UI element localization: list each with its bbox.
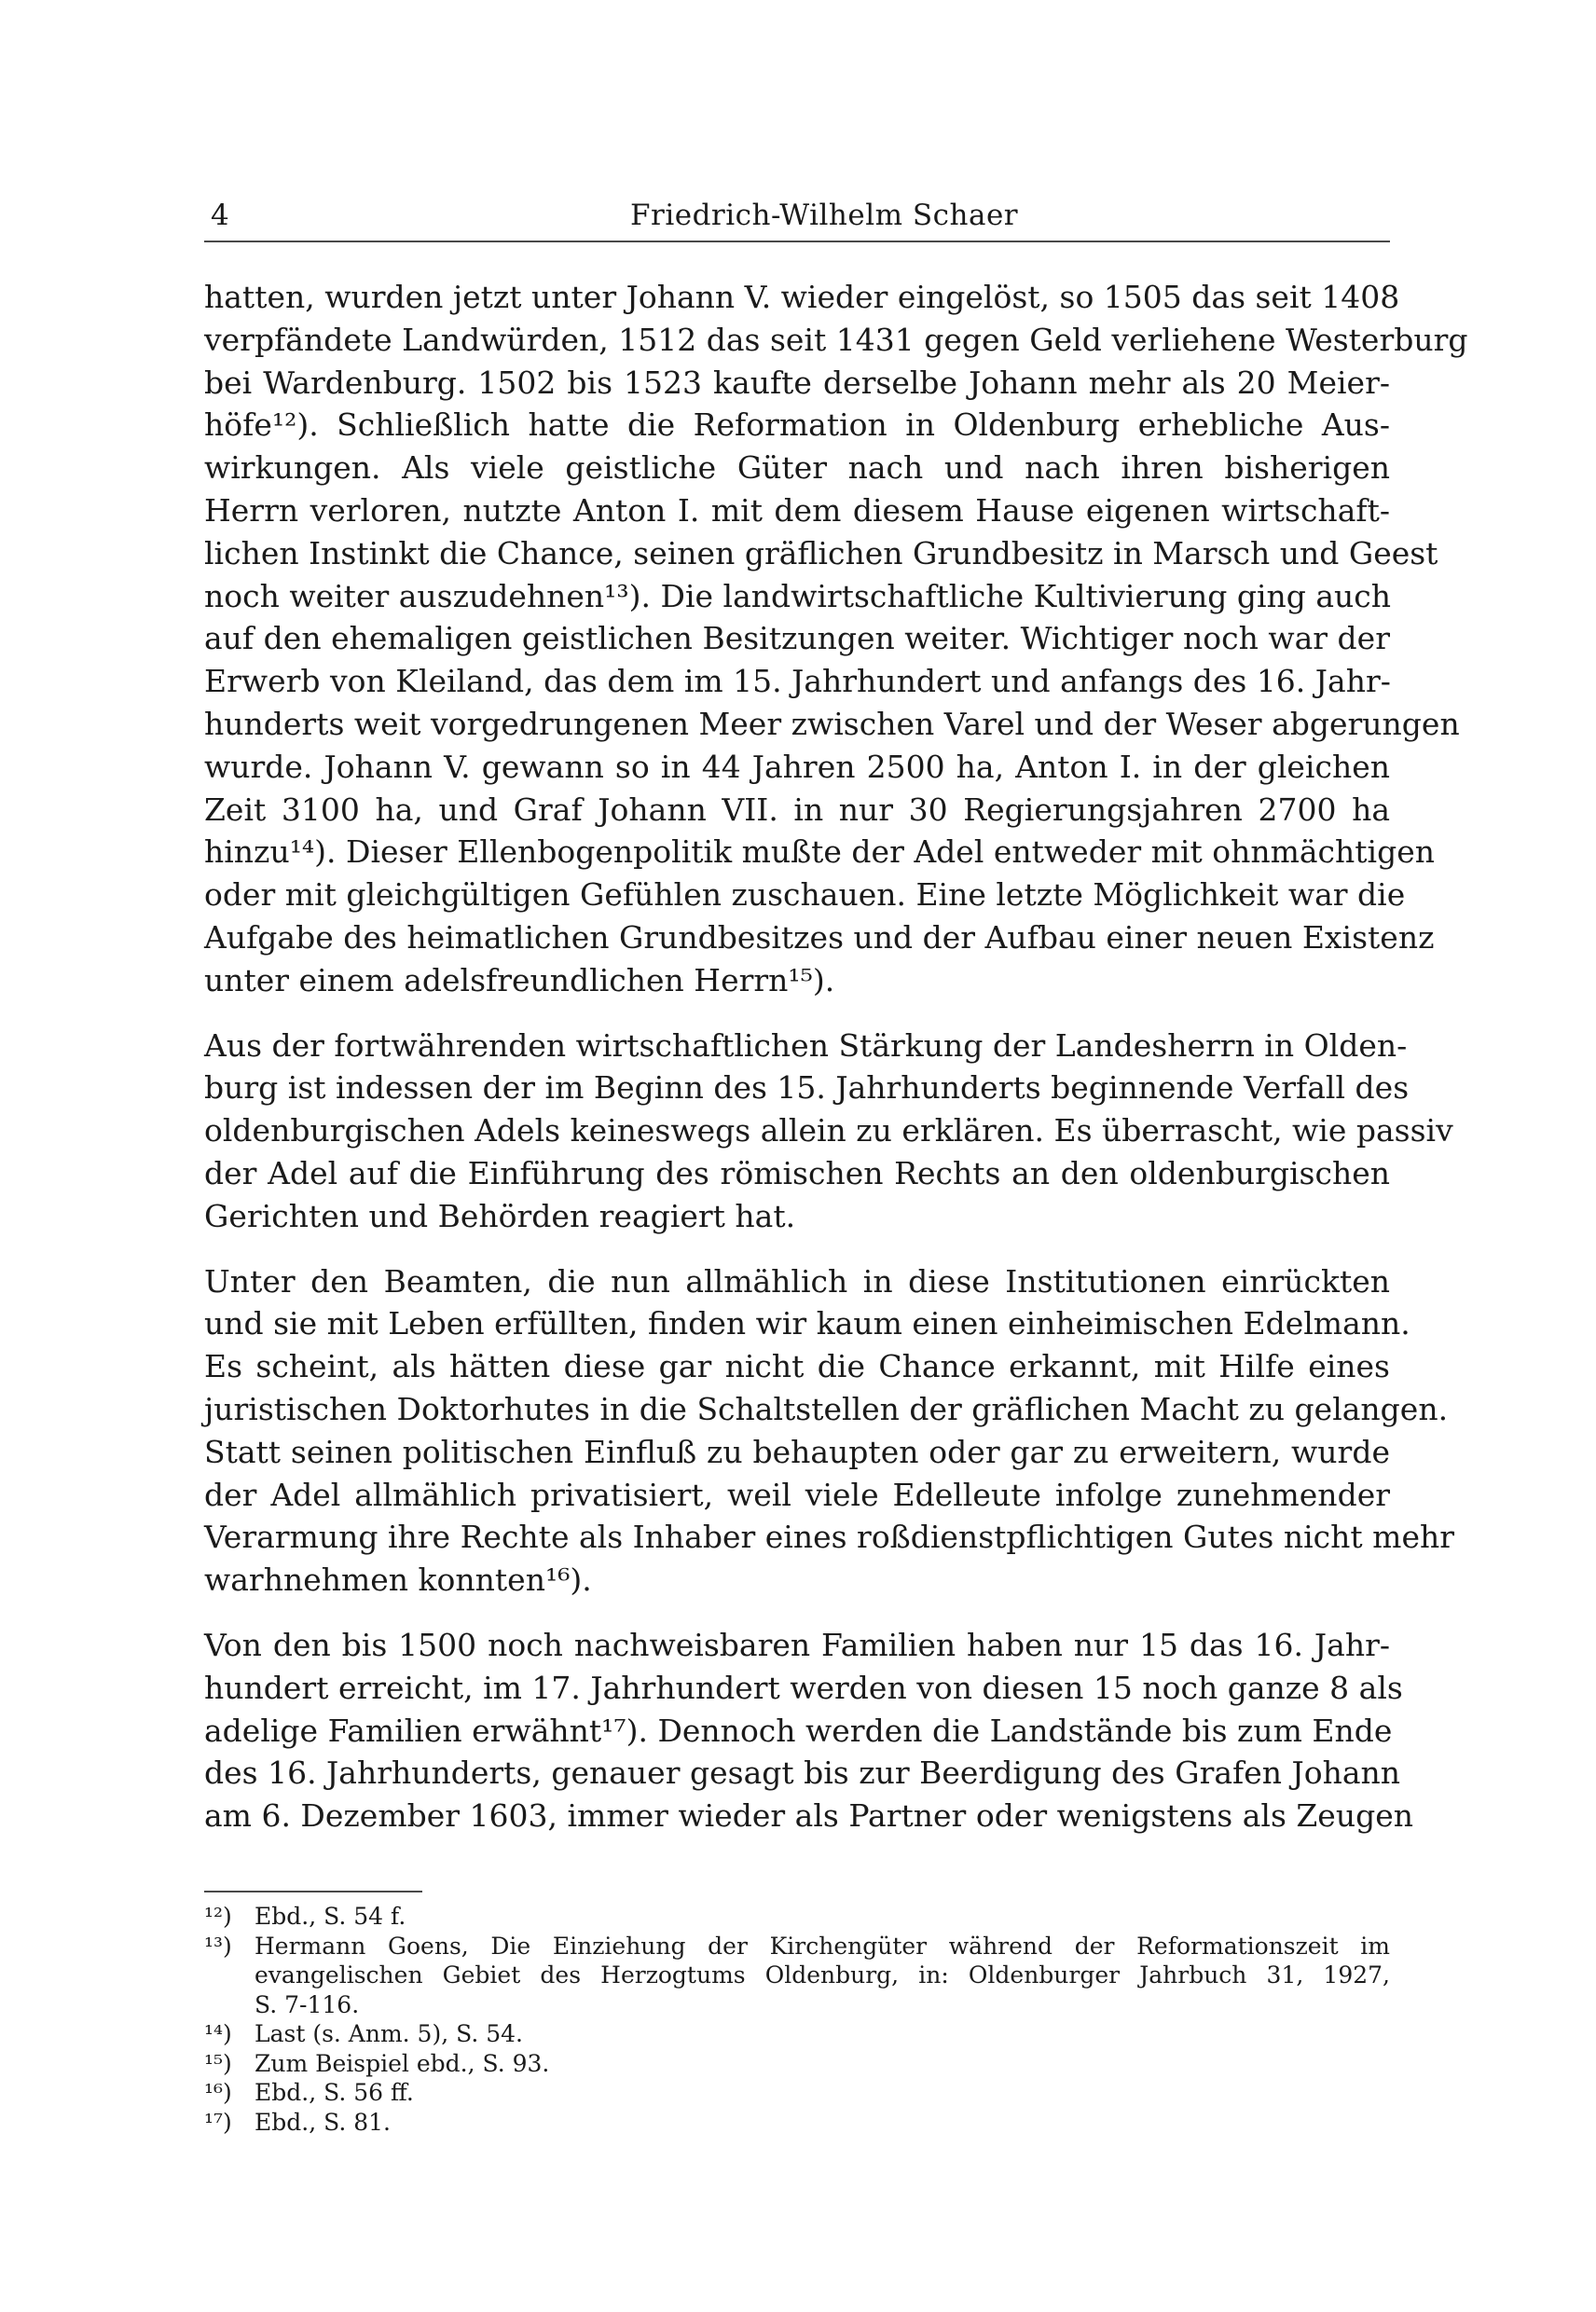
footnote-line: Ebd., S. 56 ff. — [255, 2079, 414, 2106]
text-line: Aufgabe des heimatlichen Grundbesitzes und der Aufbau einer neuen Existenz — [204, 918, 1435, 956]
text-line: höfe¹²). Schließlich hatte die Reformation in Oldenburg erhebliche Aus- — [204, 406, 1390, 444]
text-line: der Adel auf die Einführung des römischen Rechts an den oldenburgischen — [204, 1154, 1390, 1191]
text-line: wirkungen. Als viele geistliche Güter nach und nach ihren bisherigen — [204, 449, 1390, 487]
text-line: Zeit 3100 ha, und Graf Johann VII. in nur 30 Regierungsjahren 2700 ha — [204, 791, 1390, 828]
text-line: Statt seinen politischen Einfluß zu behaupten oder gar zu erweitern, wurde — [204, 1433, 1390, 1470]
text-line: auf den ehemaligen geistlichen Besitzungen weiter. Wichtiger noch war der — [204, 620, 1390, 657]
text-line: Es scheint, als hätten diese gar nicht die Chance erkannt, mit Hilfe eines — [204, 1348, 1390, 1385]
text-line: juristischen Doktorhutes in die Schaltstellen der gräflichen Macht zu gelangen. — [204, 1390, 1449, 1427]
footnote — [204, 1932, 1390, 2020]
text-line: Von den bis 1500 noch nachweisbaren Familien haben nur 15 das 16. Jahr- — [204, 1626, 1390, 1663]
text-line: Verarmung ihre Rechte als Inhaber eines roßdienstpflichtigen Gutes nicht mehr — [204, 1519, 1454, 1556]
text-line: burg ist indessen der im Beginn des 15. Jahrhunderts beginnende Verfall des — [204, 1069, 1410, 1107]
footnote — [204, 2049, 1390, 2079]
text-line: hundert erreicht, im 17. Jahrhundert werden von diesen 15 noch ganze 8 als — [204, 1669, 1403, 1706]
text-line: hinzu¹⁴). Dieser Ellenbogenpolitik mußte der Adel entweder mit ohnmächtigen — [204, 833, 1436, 871]
footnote — [204, 2078, 1390, 2108]
footnote-number: ¹⁷) — [204, 2108, 232, 2136]
text-line: adelige Familien erwähnt¹⁷). Dennoch werden die Landstände bis zum Ende — [204, 1712, 1393, 1749]
paragraph — [204, 1025, 1453, 1238]
footnote-separator — [204, 1891, 422, 1892]
text-line: hunderts weit vorgedrungenen Meer zwischen Varel und der Weser abgerungen — [204, 705, 1460, 742]
body-text — [204, 276, 1468, 1837]
text-line: Unter den Beamten, die nun allmählich in diese Institutionen einrückten — [204, 1262, 1390, 1300]
footnote-number: ¹⁵) — [204, 2049, 232, 2077]
text-line: und sie mit Leben erfüllten, finden wir kaum einen einheimischen Edelmann. — [204, 1305, 1410, 1342]
text-line: am 6. Dezember 1603, immer wieder als Partner oder wenigstens als Zeugen — [204, 1797, 1413, 1835]
text-line: noch weiter auszudehnen¹³). Die landwirtschaftliche Kultivierung ging auch — [204, 577, 1392, 614]
text-line: wurde. Johann V. gewann so in 44 Jahren 2500 ha, Anton I. in der gleichen — [204, 748, 1390, 785]
footnote-line: S. 7-116. — [255, 1990, 360, 2018]
text-line: des 16. Jahrhunderts, genauer gesagt bis zur Beerdigung des Grafen Johann — [204, 1755, 1401, 1792]
header-rule — [204, 241, 1390, 242]
text-line: verpfändete Landwürden, 1512 das seit 1431 gegen Geld verliehene Westerburg — [204, 321, 1468, 358]
text-line: bei Wardenburg. 1502 bis 1523 kaufte derselbe Johann mehr als 20 Meier- — [204, 364, 1390, 401]
footnotes — [204, 1902, 1390, 2137]
footnote — [204, 2019, 1390, 2049]
paragraph-gap — [204, 1602, 1390, 1624]
footnote-line: Hermann Goens, Die Einziehung der Kirchengüter während der Reformationszeit im — [255, 1932, 1390, 1960]
text-line: Herrn verloren, nutzte Anton I. mit dem diesem Hause eigenen wirtschaft- — [204, 491, 1390, 529]
text-line: oder mit gleichgültigen Gefühlen zuschauen. Eine letzte Möglichkeit war die — [204, 876, 1406, 914]
footnote-line: Zum Beispiel ebd., S. 93. — [255, 2049, 550, 2077]
text-line: der Adel allmählich privatisiert, weil viele Edelleute infolge zunehmender — [204, 1476, 1390, 1513]
paragraph — [204, 1624, 1413, 1837]
footnote-number: ¹²) — [204, 1903, 232, 1930]
footnote-number: ¹³) — [204, 1932, 232, 1960]
footnote-line: Last (s. Anm. 5), S. 54. — [255, 2020, 524, 2047]
text-line: hatten, wurden jetzt unter Johann V. wieder eingelöst, so 1505 das seit 1408 — [204, 279, 1400, 315]
paragraph — [204, 276, 1468, 1002]
text-line: unter einem adelsfreundlichen Herrn¹⁵). — [204, 961, 835, 998]
text-line: oldenburgischen Adels keineswegs allein zu erklären. Es überrascht, wie passiv — [204, 1112, 1453, 1149]
running-title: Friedrich-Wilhelm Schaer — [630, 199, 1019, 232]
page-header — [211, 192, 1387, 239]
paragraph-gap — [204, 1002, 1390, 1025]
text-line: lichen Instinkt die Chance, seinen gräflichen Grundbesitz in Marsch und Geest — [204, 534, 1438, 571]
text-line: warhnehmen konnten¹⁶). — [204, 1562, 592, 1599]
footnote-number: ¹⁶) — [204, 2079, 232, 2106]
paragraph — [204, 1260, 1454, 1602]
text-line: Gerichten und Behörden reagiert hat. — [204, 1197, 796, 1234]
page-number: 4 — [211, 199, 230, 232]
footnote-line: Ebd., S. 81. — [255, 2108, 391, 2136]
footnote — [204, 1902, 1390, 1932]
text-line: Erwerb von Kleiland, das dem im 15. Jahrhundert und anfangs des 16. Jahr- — [204, 663, 1391, 700]
footnote — [204, 2108, 1390, 2138]
paragraph-gap — [204, 1238, 1390, 1260]
footnote-line: evangelischen Gebiet des Herzogtums Oldenburg, in: Oldenburger Jahrbuch 31, 1927, — [255, 1961, 1390, 1989]
text-line: Aus der fortwährenden wirtschaftlichen Stärkung der Landesherrn in Olden- — [204, 1026, 1408, 1064]
footnote-line: Ebd., S. 54 f. — [255, 1903, 406, 1930]
footnote-number: ¹⁴) — [204, 2020, 232, 2047]
